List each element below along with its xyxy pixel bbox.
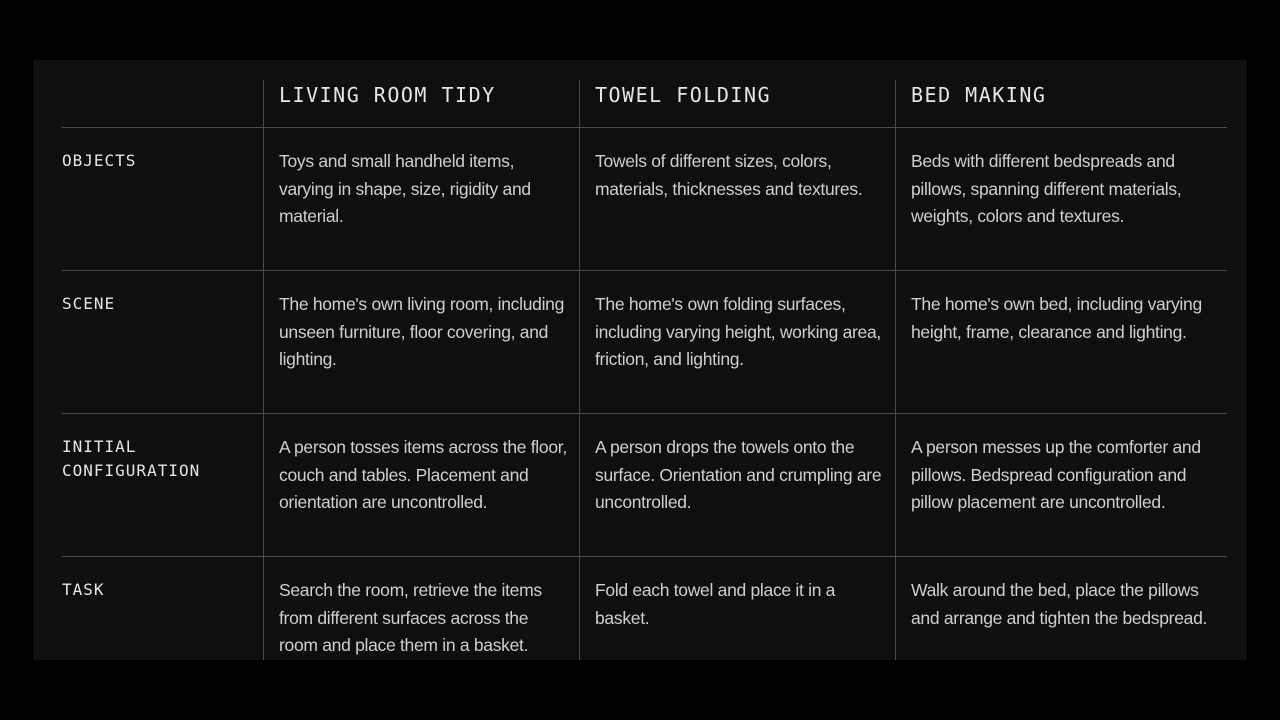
table-row-scene	[62, 271, 1227, 414]
table-row-task	[62, 557, 1227, 660]
table-cell: Search the room, retrieve the items from different surfaces across the room and place them in a basket.	[263, 557, 579, 660]
column-header-bed-making: BED MAKING	[895, 80, 1227, 127]
table-header-row	[62, 80, 1227, 128]
table-cell: The home's own folding surfaces, including varying height, working area, friction, and lighting.	[579, 271, 895, 413]
table-cell: Towels of different sizes, colors, materials, thicknesses and textures.	[579, 128, 895, 270]
table-cell: Fold each towel and place it in a basket.	[579, 557, 895, 660]
column-header-living-room-tidy: LIVING ROOM TIDY	[263, 80, 579, 127]
table-cell: The home's own living room, including unseen furniture, floor covering, and lighting.	[263, 271, 579, 413]
table-cell: Walk around the bed, place the pillows and arrange and tighten the bedspread.	[895, 557, 1227, 660]
table-cell: Beds with different bedspreads and pillows, spanning different materials, weights, colors and textures.	[895, 128, 1227, 270]
table-cell: A person drops the towels onto the surface. Orientation and crumpling are uncontrolled.	[579, 414, 895, 556]
table-row-objects	[62, 128, 1227, 271]
table-cell: A person messes up the comforter and pillows. Bedspread configuration and pillow placement are uncontrolled.	[895, 414, 1227, 556]
row-label-task: TASK	[62, 580, 105, 599]
comparison-table	[62, 80, 1227, 660]
comparison-panel	[33, 60, 1247, 660]
row-label-initial-configuration: INITIAL CONFIGURATION	[62, 437, 201, 480]
table-row-initial-configuration	[62, 414, 1227, 557]
header-corner-cell	[62, 80, 263, 127]
row-label-objects: OBJECTS	[62, 151, 137, 170]
table-cell: The home's own bed, including varying height, frame, clearance and lighting.	[895, 271, 1227, 413]
table-cell: A person tosses items across the floor, couch and tables. Placement and orientation are uncontrolled.	[263, 414, 579, 556]
column-header-towel-folding: TOWEL FOLDING	[579, 80, 895, 127]
table-cell: Toys and small handheld items, varying in shape, size, rigidity and material.	[263, 128, 579, 270]
row-label-scene: SCENE	[62, 294, 116, 313]
